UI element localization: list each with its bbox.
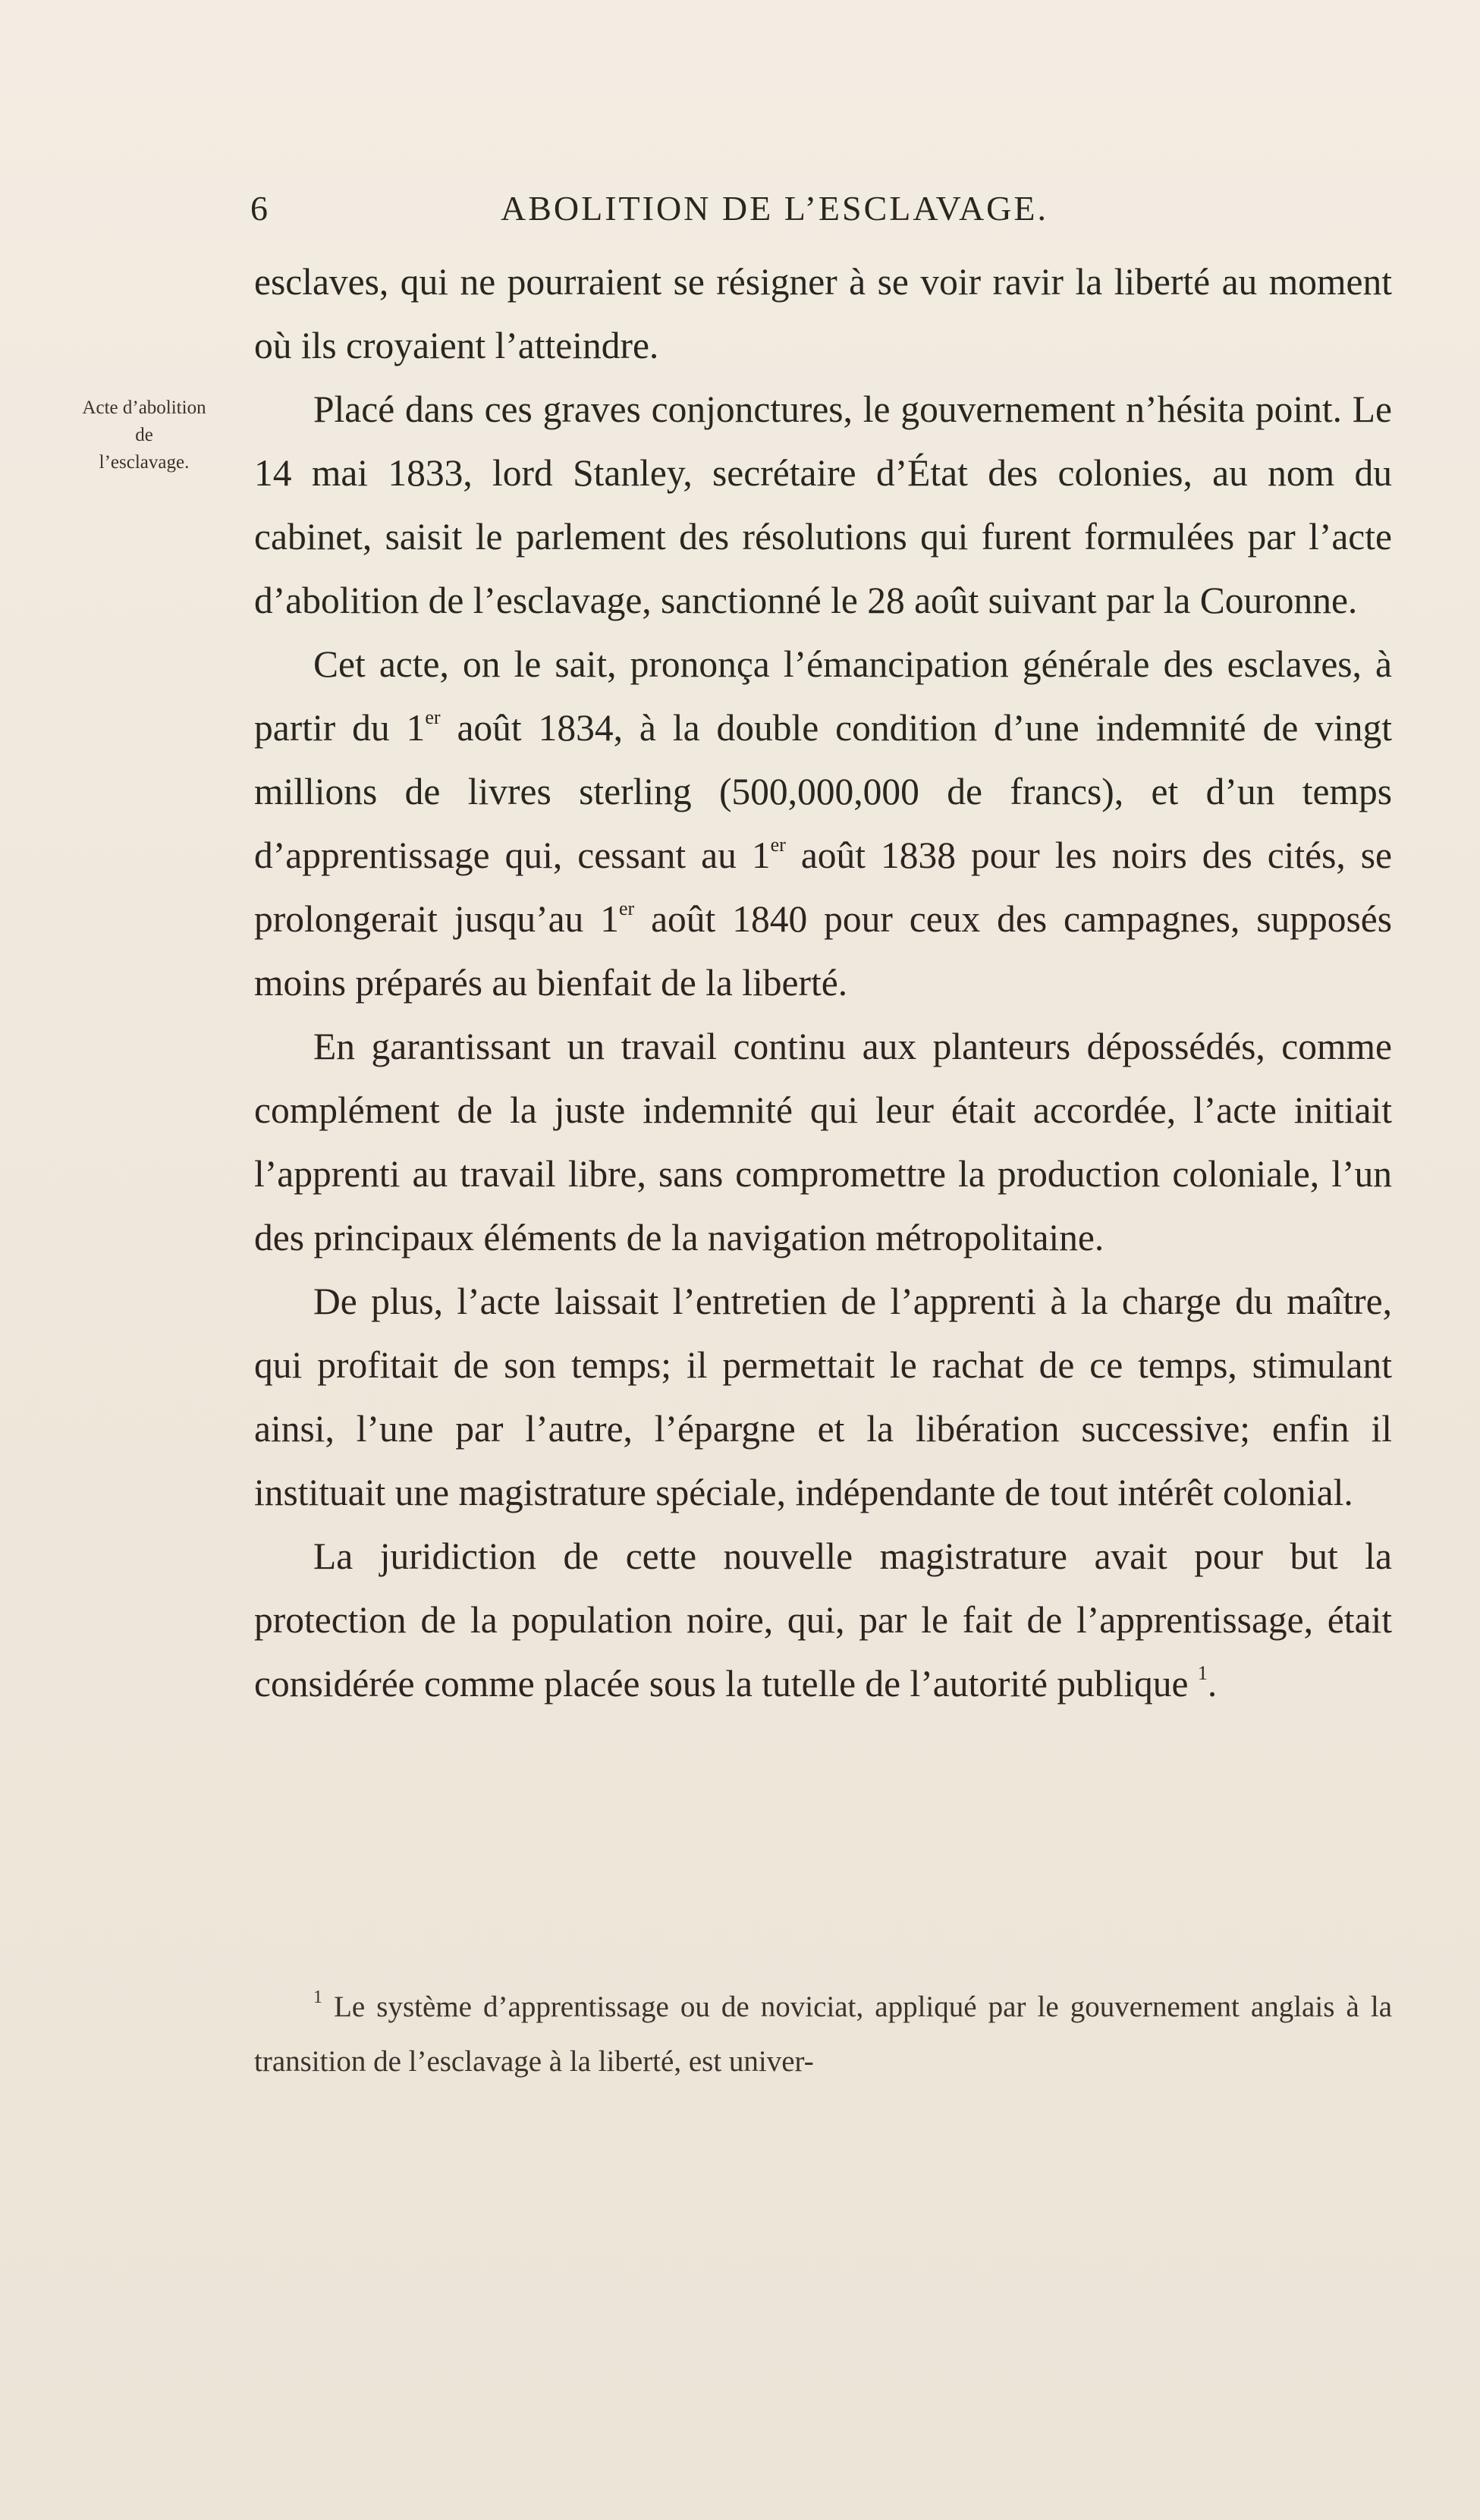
running-title: ABOLITION DE L’ESCLAVAGE. [501,189,1048,228]
footnote-marker: 1 [313,1987,322,2007]
paragraph-text: août 1840 pour ceux des campagnes, supposés moins préparés au bienfait de la liberté. [254,898,1392,1004]
paragraph-text: Cet acte, on le sait, prononça l’émancipation générale des esclaves, à partir du 1 [254,643,1392,749]
paragraph: esclaves, qui ne pourraient se résigner à se voir ravir la liberté au moment où ils croyaient l’atteindre. [254,261,1392,366]
paragraph-end: . [1207,1663,1218,1705]
paragraph-text: août 1838 pour les noirs des cités, se prolongerait jusqu’au 1 [254,834,1393,940]
ordinal-superscript: er [425,706,441,728]
paragraph [254,633,1392,1015]
paragraph [254,1525,1392,1716]
margin-note-line: de [135,425,153,445]
footnote-text: Le système d’apprentissage ou de noviciat, appliqué par le gouvernement anglais à la transition de l’esclavage à la liberté, est univer- [254,1991,1392,2078]
margin-note-line: Acte d’abolition [82,397,206,418]
footnote [254,1980,1392,2089]
paragraph: Placé dans ces graves conjonctures, le gouvernement n’hésita point. Le 14 mai 1833, lord Stanley, secrétaire d’État des colonies, au nom du cabinet, saisit le parlement des résolutions qui furent formulées par l’acte d’abolition de l’esclavage, sanctionné le 28 août suivant par la Couronne. [254,388,1392,621]
ordinal-superscript: er [770,834,786,856]
body-text [254,250,1392,1716]
page-header [250,188,1388,241]
paragraph: De plus, l’acte laissait l’entretien de l’apprenti à la charge du maître, qui profitait de son temps; il permettait le rachat de ce temps, stimulant ainsi, l’une par l’autre, l’épargne et la libération successive; enfin il instituait une magistrature spéciale, indépendante de tout intérêt colonial. [254,1280,1392,1513]
margin-note-line: l’esclavage. [99,452,190,473]
paragraph-text: La juridiction de cette nouvelle magistrature avait pour but la protection de la population noire, qui, par le fait de l’apprentissage, était considérée comme placée sous la tutelle de l’autorité publique [254,1535,1392,1705]
margin-note [53,394,235,476]
ordinal-superscript: er [618,897,635,919]
page-number: 6 [250,189,270,228]
paragraph-text: août 1834, à la double condition d’une indemnité de vingt millions de livres sterling (500,000,000 de francs), et d’un temps d’apprentissage qui, cessant au 1 [254,707,1392,876]
footnote-reference[interactable]: 1 [1197,1662,1208,1684]
paragraph: En garantissant un travail continu aux planteurs dépossédés, comme complément de la juste indemnité qui leur était accordée, l’acte initiait l’apprenti au travail libre, sans compromettre la production coloniale, l’un des principaux éléments de la navigation métropolitaine. [254,1026,1392,1258]
